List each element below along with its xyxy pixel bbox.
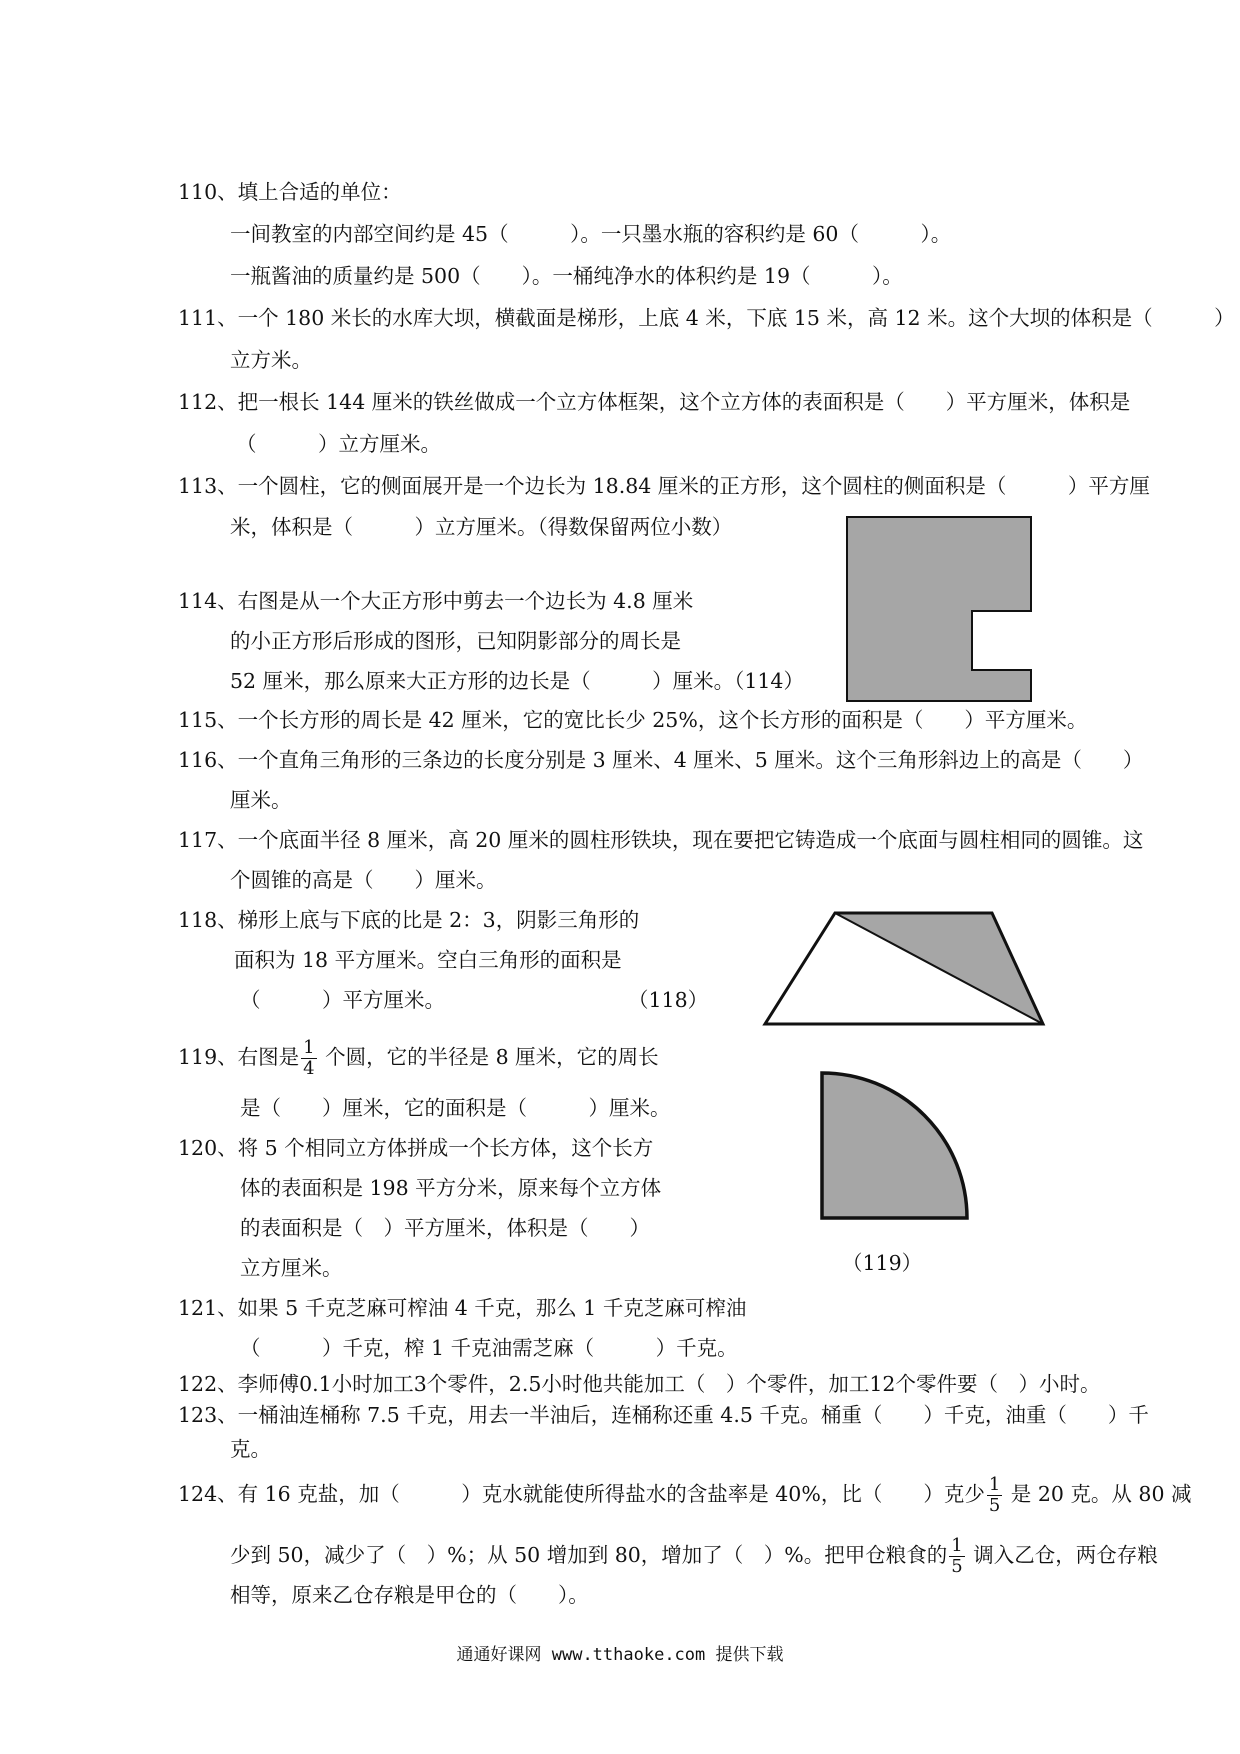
q118-trapezoid-figure (760, 905, 1060, 1030)
q124-fraction-2-denominator: 5 (951, 1556, 963, 1577)
q110-line3: 一瓶酱油的质量约是 500（ ）。一桶纯净水的体积约是 19（ ）。 (230, 264, 903, 288)
q120-line1: 120、将 5 个相同立方体拼成一个长方体，这个长方 (178, 1136, 654, 1160)
q117-line2: 个圆锥的高是（ ）厘米。 (230, 868, 497, 892)
q124-line2-b: 调入乙仓，两仓存粮 (966, 1543, 1158, 1567)
q120-line4: 立方厘米。 (240, 1256, 343, 1280)
q120-line3: 的表面积是（ ）平方厘米，体积是（ ） (240, 1216, 650, 1240)
q124-line1-a: 124、有 16 克盐，加（ ）克水就能使所得盐水的含盐率是 40%，比（ ）克少 (178, 1482, 985, 1506)
q113-line1: 113、一个圆柱，它的侧面展开是一个边长为 18.84 厘米的正方形，这个圆柱的侧面积是（ ）平方厘 (178, 474, 1150, 498)
q118-line2: 面积为 18 平方厘米。空白三角形的面积是 (234, 948, 622, 972)
q124-fraction-1-denominator: 5 (988, 1495, 1001, 1516)
q114-line1: 114、右图是从一个大正方形中剪去一个边长为 4.8 厘米 (178, 589, 694, 613)
q124-line2-a: 少到 50，减少了（ ）%；从 50 增加到 80，增加了（ ）%。把甲仓粮食的 (230, 1543, 948, 1567)
q118-line1: 118、梯形上底与下底的比是 2：3，阴影三角形的 (178, 908, 640, 932)
q121-line2: （ ）千克，榨 1 千克油需芝麻（ ）千克。 (240, 1336, 738, 1360)
q118-line3: （ ）平方厘米。 (240, 988, 445, 1012)
q123-line1: 123、一桶油连桶称 7.5 千克，用去一半油后，连桶称还重 4.5 千克。桶重（ ）千克，油重（ ）千 (178, 1403, 1149, 1427)
q124-fraction-1-numerator: 1 (988, 1474, 1001, 1495)
q116-line2: 厘米。 (230, 788, 292, 812)
q114-figure (845, 515, 1035, 705)
q124-line2 (230, 1536, 1158, 1577)
q110-line1: 110、填上合适的单位： (178, 180, 402, 204)
q119-fraction-denominator: 4 (303, 1058, 315, 1079)
q113-line2: 米，体积是（ ）立方厘米。（得数保留两位小数） (230, 515, 733, 539)
q119-quarter-circle (822, 1073, 967, 1218)
q110-line2: 一间教室的内部空间约是 45（ ）。一只墨水瓶的容积约是 60（ ）。 (230, 222, 952, 246)
page-footer: 通通好课网 www.tthaoke.com 提供下载 (456, 1645, 784, 1665)
q116-line1: 116、一个直角三角形的三条边的长度分别是 3 厘米、4 厘米、5 厘米。这个三角形斜边上的高是（ ） (178, 748, 1144, 772)
q124-fraction-1 (987, 1475, 1002, 1516)
q124-line1-b: 是 20 克。从 80 减 (1004, 1482, 1192, 1506)
q111-line2: 立方米。 (230, 348, 312, 372)
q119-quarter-circle-figure (815, 1070, 975, 1230)
q124-line3: 相等，原来乙仓存粮是甲仓的（ ）。 (230, 1583, 589, 1607)
q119-suffix: 个圆，它的半径是 8 厘米，它的周长 (318, 1045, 659, 1069)
q114-shaded-shape (847, 517, 1031, 701)
q119-prefix: 119、右图是 (178, 1045, 300, 1069)
q120-line2: 体的表面积是 198 平方分米，原来每个立方体 (240, 1176, 662, 1200)
q122-line1: 122、李师傅0.1小时加工3个零件，2.5小时他共能加工（ ）个零件，加工12个零件要（ ）小时。 (178, 1372, 1101, 1396)
q119-figure-label: （119） (842, 1251, 923, 1275)
q118-figure-label: （118） (628, 988, 709, 1012)
q114-line2: 的小正方形后形成的图形，已知阴影部分的周长是 (230, 629, 681, 653)
q119-fraction-numerator: 1 (303, 1037, 315, 1058)
q119-line2: 是（ ）厘米，它的面积是（ ）厘米。 (240, 1096, 671, 1120)
q117-line1: 117、一个底面半径 8 厘米，高 20 厘米的圆柱形铁块，现在要把它铸造成一个底面与圆柱相同的圆锥。这 (178, 828, 1144, 852)
q124-line1 (178, 1475, 1192, 1516)
q124-fraction-2 (949, 1536, 964, 1577)
q121-line1: 121、如果 5 千克芝麻可榨油 4 千克，那么 1 千克芝麻可榨油 (178, 1296, 747, 1320)
q119-line1 (178, 1038, 659, 1079)
q115-line1: 115、一个长方形的周长是 42 厘米，它的宽比长少 25%，这个长方形的面积是（ ）平方厘米。 (178, 708, 1088, 732)
q119-fraction (301, 1038, 316, 1079)
q114-line3: 52 厘米，那么原来大正方形的边长是（ ）厘米。（114） (230, 669, 804, 693)
q111-line1: 111、一个 180 米长的水库大坝，横截面是梯形，上底 4 米，下底 15 米，高 12 米。这个大坝的体积是（ ） (178, 306, 1235, 330)
q124-fraction-2-numerator: 1 (951, 1535, 963, 1556)
q123-line2: 克。 (230, 1437, 271, 1461)
q112-line2: （ ）立方厘米。 (236, 432, 441, 456)
q112-line1: 112、把一根长 144 厘米的铁丝做成一个立方体框架，这个立方体的表面积是（ ）平方厘米，体积是 (178, 390, 1131, 414)
